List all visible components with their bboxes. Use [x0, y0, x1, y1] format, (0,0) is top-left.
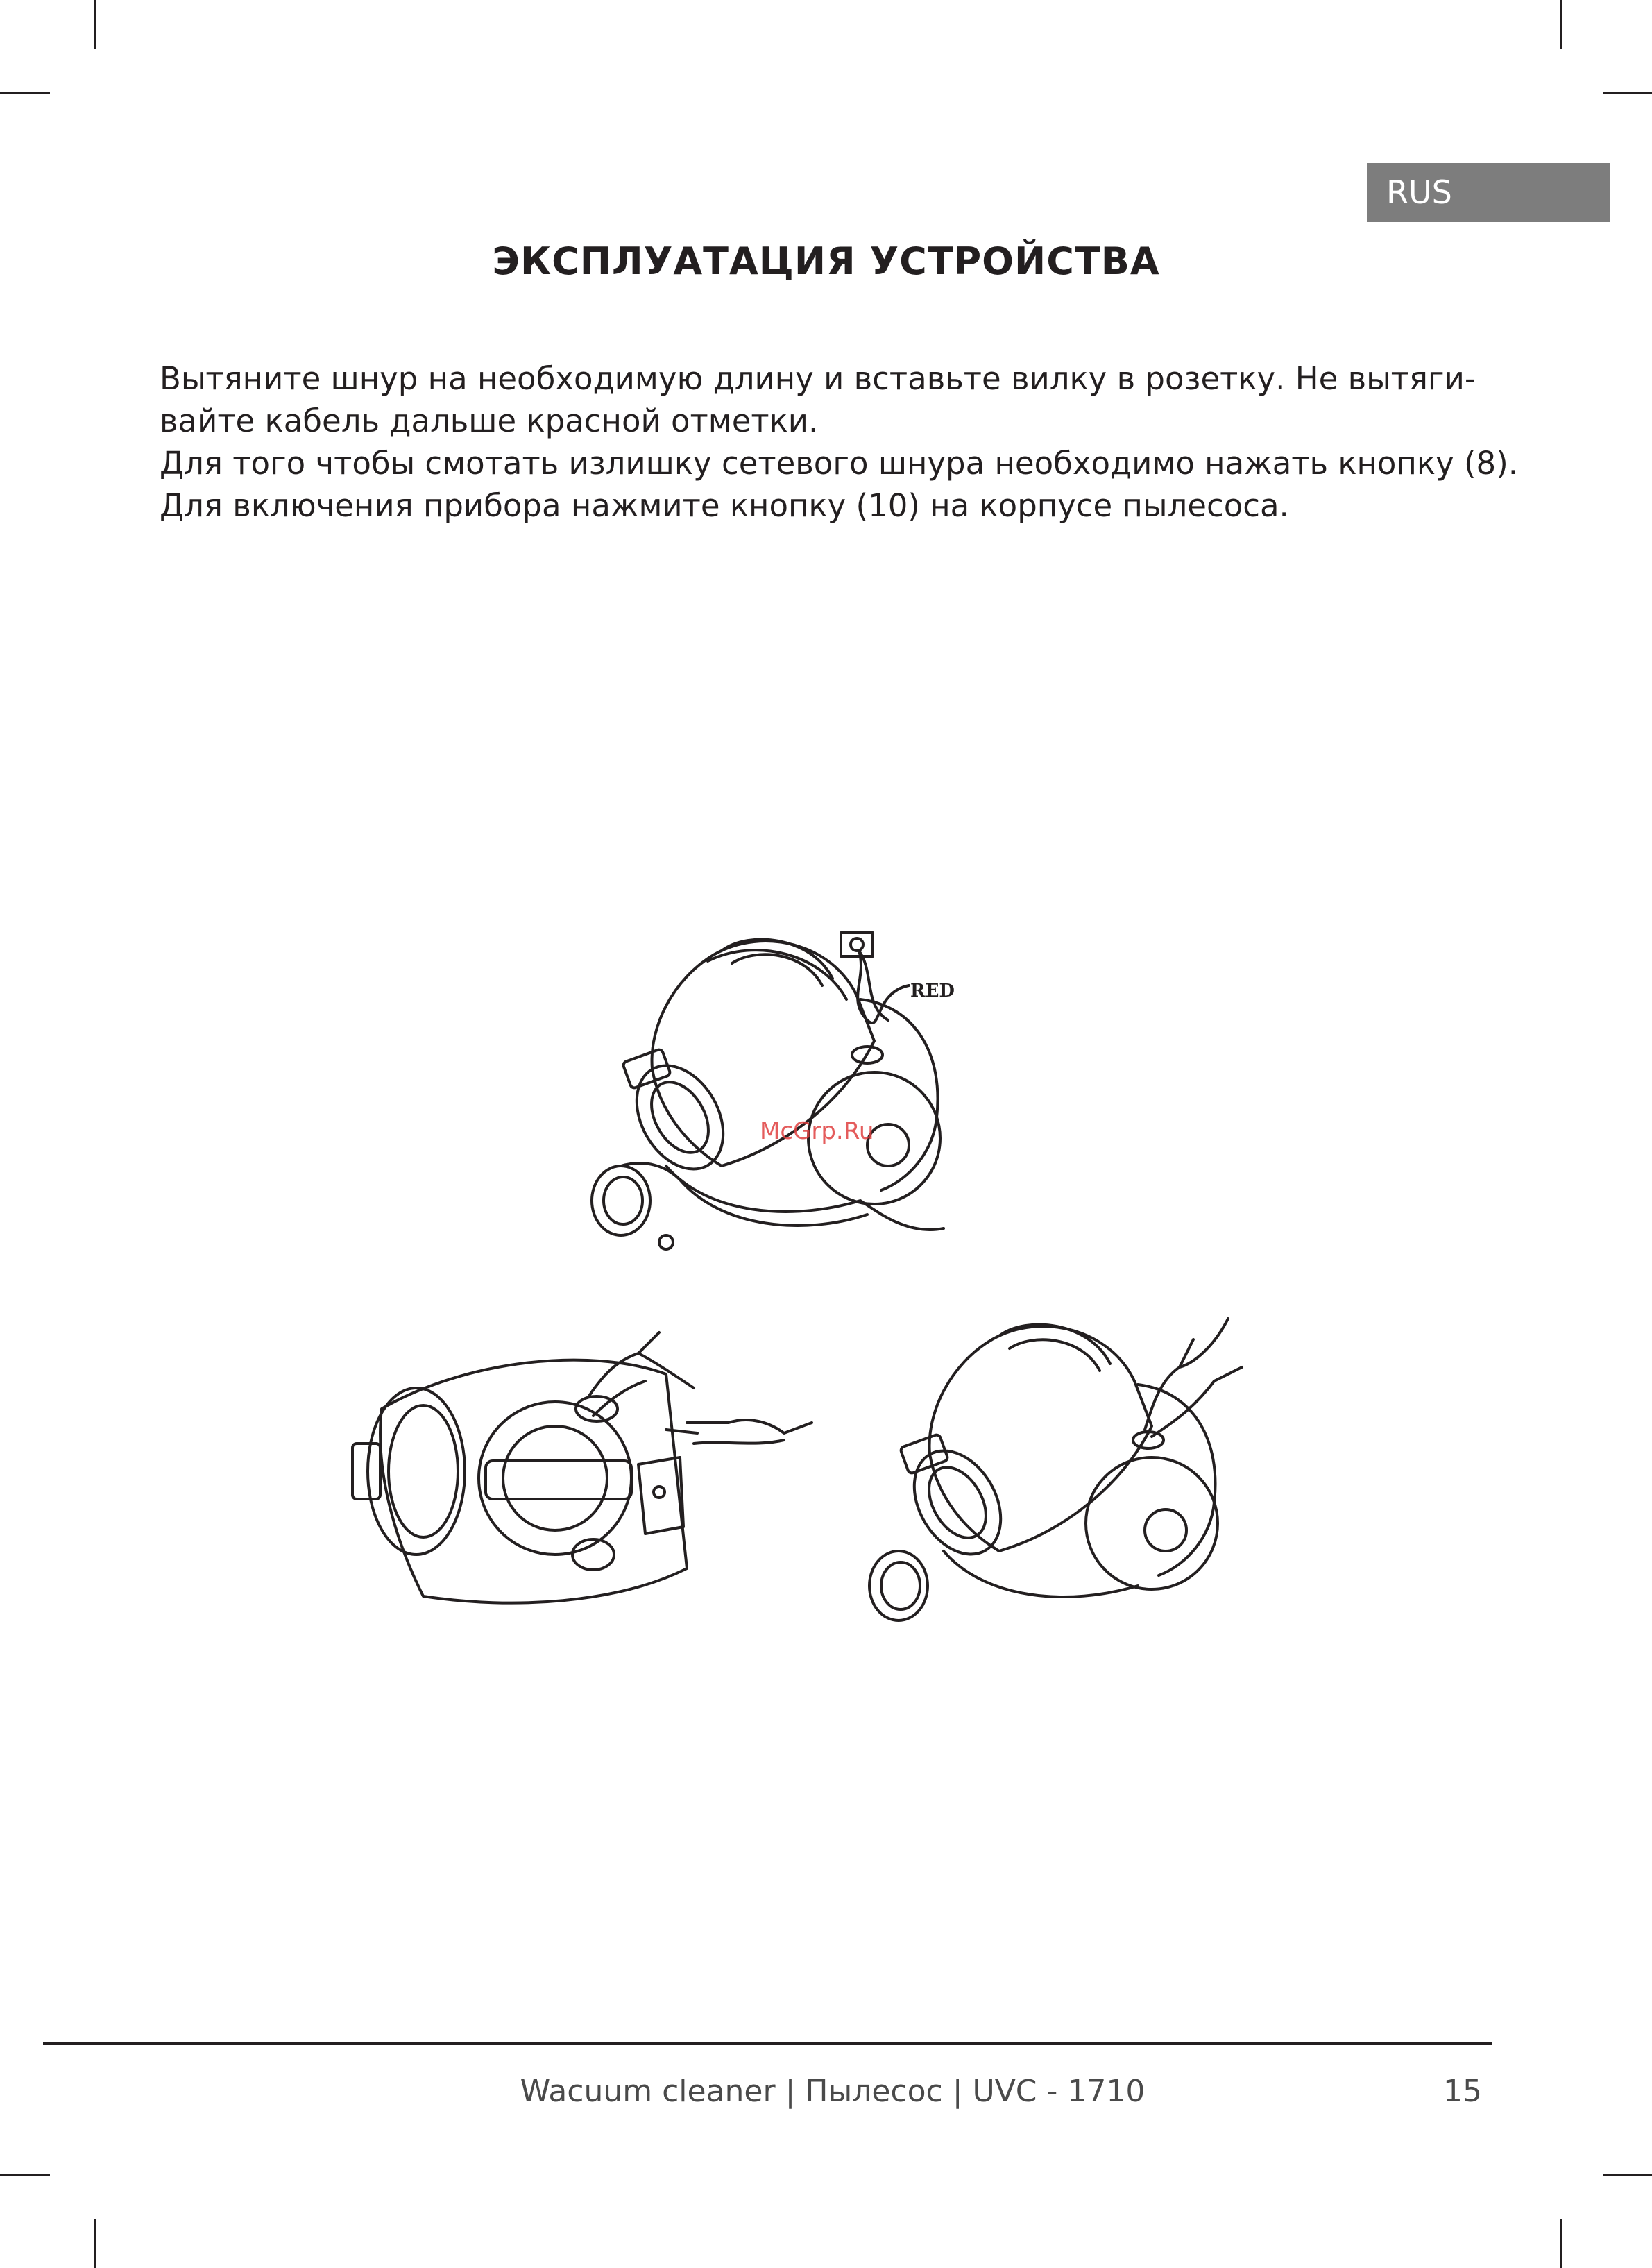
instruction-line: Для того чтобы смотать излишку сетевого шнура необходимо нажать кнопку (8). [160, 445, 1519, 482]
language-badge: RUS [1367, 163, 1610, 222]
crop-mark [0, 92, 50, 94]
instruction-text [160, 357, 1519, 527]
vacuum-cord-illustration [583, 916, 971, 1263]
page-title: ЭКСПЛУАТАЦИЯ УСТРОЙСТВА [492, 239, 1160, 283]
crop-mark [1603, 92, 1652, 94]
instruction-line: Вытяните шнур на необходимую длину и вставьте вилку в розетку. Не вытяги- [160, 360, 1476, 397]
crop-mark [1560, 0, 1562, 49]
footer-divider [43, 2042, 1492, 2045]
watermark: McGrp.Ru [760, 1117, 874, 1145]
crop-mark [94, 0, 96, 49]
page-number: 15 [1443, 2074, 1482, 2109]
crop-mark [1560, 2219, 1562, 2268]
footer-product: Wacuum cleaner | Пылесос | UVC - 1710 [520, 2074, 1146, 2109]
red-mark-label: RED [910, 981, 955, 1001]
crop-mark [0, 2174, 50, 2176]
instruction-line: Для включения прибора нажмите кнопку (10) на корпусе пылесоса. [160, 487, 1289, 524]
instruction-line: вайте кабель дальше красной отметки. [160, 403, 819, 439]
power-on-illustration [867, 1291, 1256, 1624]
crop-mark [1603, 2174, 1652, 2176]
cord-rewind-illustration [340, 1319, 826, 1624]
crop-mark [94, 2219, 96, 2268]
